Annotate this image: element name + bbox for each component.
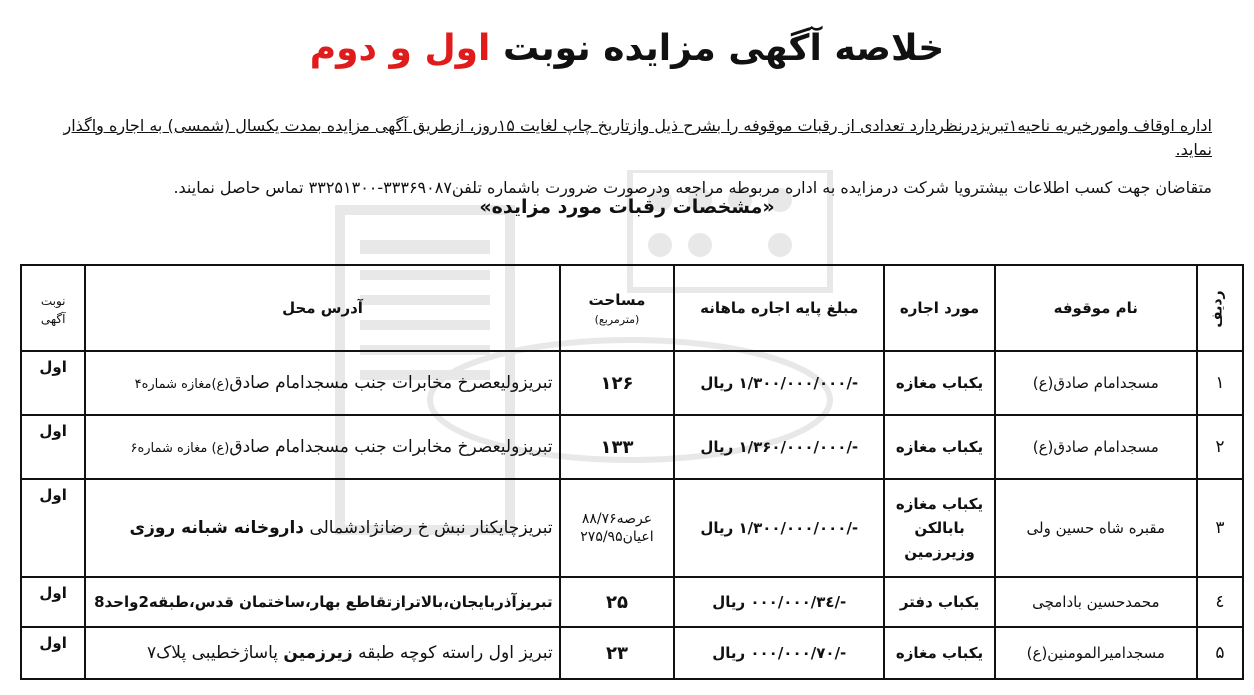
header-address: آدرس محل — [85, 265, 559, 351]
row-index: ۵ — [1197, 627, 1243, 679]
table-row — [21, 351, 1243, 415]
header-price: مبلغ پایه اجاره ماهانه — [674, 265, 884, 351]
row-index: ۲ — [1197, 415, 1243, 479]
auction-table — [20, 264, 1244, 680]
row-address: تبریز اول راسته کوچه طبقه زیرزمین پاساژخطیبی پلاک۷ — [85, 627, 559, 679]
row-area: ۲۳ — [560, 627, 675, 679]
row-price: -/۰۰۰/۰۰۰/۳٤ ریال — [674, 577, 884, 627]
row-address: تبریزولیعصرخ مخابرات جنب مسجدامام صادق(ع)مغازه شماره۴ — [85, 351, 559, 415]
header-round: نوبت آگهی — [21, 265, 85, 351]
header-type: مورد اجاره — [884, 265, 995, 351]
row-address: تبریزچایکنار نبش خ رضانژادشمالی داروخانه شبانه روزی — [85, 479, 559, 577]
header-area: مساحت (مترمربع) — [560, 265, 675, 351]
table-row — [21, 627, 1243, 679]
table-row — [21, 577, 1243, 627]
row-price: -/۱/۳۶۰/۰۰۰/۰۰۰ ریال — [674, 415, 884, 479]
row-round: اول — [21, 415, 85, 479]
row-type: یکباب مغازه — [884, 351, 995, 415]
row-area: ۱۲۶ — [560, 351, 675, 415]
row-round: اول — [21, 479, 85, 577]
table-subtitle: «مشخصات رقبات مورد مزایده» — [479, 196, 775, 218]
row-name: مقبره شاه حسین ولی — [995, 479, 1197, 577]
intro-line-1: اداره اوقاف وامورخیریه ناحیه۱تبریزدرنظردارد تعدادی از رقبات موقوفه را بشرح ذیل وازتاریخ چاپ لغایت ۱۵روز، ازطریق آگهی مزایده بمدت یکسال (شمسی) به اجاره واگذار نماید. — [63, 116, 1212, 159]
row-type: یکباب دفتر — [884, 577, 995, 627]
row-price: -/۰۰۰/۰۰۰/۷۰ ریال — [674, 627, 884, 679]
intro-line-2: متقاضان جهت کسب اطلاعات بیشترویا شرکت درمزایده به اداره مربوطه مراجعه ودرصورت ضرورت باشماره تلفن۳۳۳۶۹۰۸۷-۳۳۲۵۱۳۰۰ تماس حاصل نمایند. — [173, 178, 1212, 197]
intro-text — [38, 114, 1212, 200]
row-name: محمدحسین بادامچی — [995, 577, 1197, 627]
row-type: یکباب مغازه بابالکن وزیرزمین — [884, 479, 995, 577]
row-name: مسجدامیرالمومنین(ع) — [995, 627, 1197, 679]
row-price: -/۱/۳۰۰/۰۰۰/۰۰۰ ریال — [674, 351, 884, 415]
row-index: ۱ — [1197, 351, 1243, 415]
title-highlight: اول و دوم — [309, 28, 491, 69]
title-main: خلاصه آگهی مزایده نوبت — [502, 28, 945, 69]
row-round: اول — [21, 627, 85, 679]
row-address: تبریزآذربایجان،بالاترازتقاطع بهار،ساختمان قدس،طبقه2واحد8 — [85, 577, 559, 627]
row-round: اول — [21, 577, 85, 627]
header-index: ردیف — [1197, 265, 1243, 351]
row-address: تبریزولیعصرخ مخابرات جنب مسجدامام صادق(ع) مغازه شماره۶ — [85, 415, 559, 479]
row-price: -/۱/۳۰۰/۰۰۰/۰۰۰ ریال — [674, 479, 884, 577]
row-type: یکباب مغازه — [884, 627, 995, 679]
row-type: یکباب مغازه — [884, 415, 995, 479]
row-name: مسجدامام صادق(ع) — [995, 415, 1197, 479]
page-title — [0, 28, 1254, 69]
row-index: ۳ — [1197, 479, 1243, 577]
row-round: اول — [21, 351, 85, 415]
header-area-unit: (مترمربع) — [594, 312, 640, 326]
row-area: عرصه۸۸/۷۶ اعیان۲۷۵/۹۵ — [560, 479, 675, 577]
header-name: نام موقوفه — [995, 265, 1197, 351]
table-row — [21, 415, 1243, 479]
table-header-row — [21, 265, 1243, 351]
row-area: ۲۵ — [560, 577, 675, 627]
row-area: ۱۳۳ — [560, 415, 675, 479]
row-name: مسجدامام صادق(ع) — [995, 351, 1197, 415]
table-row — [21, 479, 1243, 577]
row-index: ٤ — [1197, 577, 1243, 627]
